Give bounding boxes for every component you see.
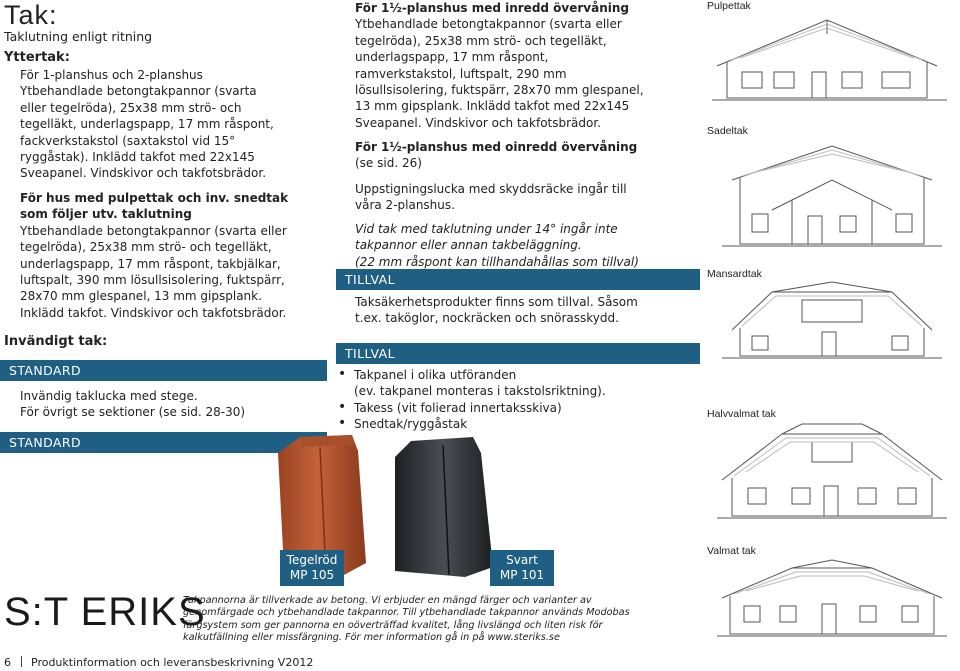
half-line: tegelröda), 25x38 mm strö- och tegelläkt, xyxy=(355,33,607,48)
roof-label-pulpettak: Pulpettak xyxy=(707,0,751,12)
plan-line: tegelläkt, underlagspapp, 17 mm råspont, xyxy=(20,117,274,132)
yttertak-heading: Yttertak: xyxy=(4,50,70,65)
tile-name: Svart xyxy=(506,553,538,567)
italic-line: Vid tak med taklutning under 14° ingår inte xyxy=(355,222,618,236)
tile-label-red xyxy=(280,550,344,586)
roof-label-halvvalmat: Halvvalmat tak xyxy=(707,408,776,420)
house-icon xyxy=(712,14,952,102)
pulpet-line: 28x70 mm glespanel, 13 mm gipsplank. xyxy=(20,289,262,304)
italic-note xyxy=(355,221,685,270)
tile-black-icon xyxy=(385,435,500,578)
house-halvvalmat-drawing xyxy=(712,420,952,520)
half-line: Ytbehandlade betongtakpannor (svarta eller xyxy=(355,17,622,32)
standard-badge: STANDARD xyxy=(0,432,327,453)
footer-divider xyxy=(21,656,22,667)
pulpet-line: Ytbehandlade betongtakpannor (svarta eller xyxy=(20,223,287,238)
house-pulpettak-drawing xyxy=(712,14,952,102)
plan-section xyxy=(20,67,320,182)
half-line: underlagspapp, 17 mm råspont, xyxy=(355,50,549,65)
safety-line: Taksäkerhetsprodukter finns som tillval. Såsom xyxy=(355,295,638,309)
half2-line: (se sid. 26) xyxy=(355,156,422,171)
invandigt-line: För övrigt se sektioner (se sid. 28-30) xyxy=(20,405,246,420)
invandigt-line: Invändig taklucka med stege. xyxy=(20,389,198,403)
standard-badge: STANDARD xyxy=(0,360,327,381)
house-icon xyxy=(712,280,952,360)
pulpet-heading: som följer utv. taklutning xyxy=(20,207,192,222)
page-footer-title: Produktinformation och leveransbeskrivning V2012 xyxy=(31,656,314,669)
pulpet-line: Inklädd takfot. Vindskivor och takfotsbrädor. xyxy=(20,305,287,320)
invandigt-section xyxy=(20,388,320,421)
ladder-section xyxy=(355,181,685,214)
safety-section xyxy=(355,294,685,327)
ladder-line: våra 2-planshus. xyxy=(355,198,455,213)
tillval-badge: TILLVAL xyxy=(336,269,700,290)
half-line: lösullsisolering, fuktspärr, 28x70 mm glespanel, xyxy=(355,83,644,98)
house-sadeltak-drawing xyxy=(712,140,952,250)
tile-name: Tegelröd xyxy=(286,553,338,567)
list-item: • Takess (vit folierad innertaksskiva) xyxy=(354,400,677,416)
italic-line: takpannor eller annan takbeläggning. xyxy=(355,238,582,253)
tillval-badge: TILLVAL xyxy=(336,343,700,364)
half2-heading: För 1½-planshus med oinredd övervåning xyxy=(355,140,638,154)
page-number: 6 xyxy=(4,656,11,669)
roof-label-valmat: Valmat tak xyxy=(707,545,756,557)
tile-black-image xyxy=(385,435,500,578)
house-icon xyxy=(712,558,952,638)
half-line: Sveapanel. Vindskivor och takfotsbrädor. xyxy=(355,115,602,130)
page-subtitle: Taklutning enligt ritning xyxy=(4,29,153,44)
half-heading: För 1½-planshus med inredd övervåning xyxy=(355,1,630,15)
pulpet-section xyxy=(20,190,335,321)
safety-line: t.ex. taköglor, nockräcken och snörasskydd. xyxy=(355,311,619,326)
house-icon xyxy=(712,420,952,520)
roof-label-mansardtak: Mansardtak xyxy=(707,268,762,280)
plan-line: Sveapanel. Vindskivor och takfotsbrädor. xyxy=(20,166,267,181)
half-section xyxy=(355,0,685,131)
invandigt-heading: Invändigt tak: xyxy=(4,334,108,349)
list-item: • Takpanel i olika utföranden xyxy=(354,367,677,383)
half2-section xyxy=(355,139,685,172)
tile-code: MP 101 xyxy=(499,568,545,582)
plan-line: Ytbehandlade betongtakpannor (svarta xyxy=(20,84,257,99)
half-line: ramverkstakstol, luftspalt, 290 mm xyxy=(355,66,567,81)
footer-line: Takpannorna är tillverkade av betong. Vi erbjuder en mängd färger och varianter av xyxy=(183,595,592,606)
pulpet-line: underlagspapp, 17 mm råspont, takbjälkar, xyxy=(20,256,281,271)
pulpet-heading: För hus med pulpettak och inv. snedtak xyxy=(20,191,289,205)
list-item: • Snedtak/ryggåstak xyxy=(354,416,677,432)
footer-line: färgsystem som ger pannorna en oöverträffad kvalitet, lång livslängd och liten risk för xyxy=(183,619,603,631)
page-title: Tak: xyxy=(4,0,58,30)
footer-line: genomfärgade och ytbehandlade takpannor. Till ytbehandlade takpannor används Modobas xyxy=(183,607,630,619)
page-footer xyxy=(4,656,313,669)
tillval-note: (ev. takpanel monteras i takstolsriktning). xyxy=(354,384,606,399)
half-line: 13 mm gipsplank. Inklädd takfot med 22x145 xyxy=(355,99,630,114)
tile-code: MP 105 xyxy=(289,568,335,582)
plan-line: eller tegelröda), 25x38 mm strö- och xyxy=(20,100,242,115)
plan-line: fackverkstakstol (saxtakstol vid 15° xyxy=(20,133,236,148)
pulpet-line: tegelröda), 25x38 mm strö- och tegelläkt, xyxy=(20,240,272,255)
italic-line: (22 mm råspont kan tillhandahållas som tillval) xyxy=(355,254,639,269)
ladder-line: Uppstigningslucka med skyddsräcke ingår till xyxy=(355,182,627,196)
steriks-logo: S:T ERIKS xyxy=(4,590,206,634)
tillval-list xyxy=(337,367,677,433)
footer-line: kalkutfällning eller missfärgning. För mer information gå in på www.steriks.se xyxy=(183,632,560,644)
roof-label-sadeltak: Sadeltak xyxy=(707,125,748,137)
house-icon xyxy=(712,140,952,250)
pulpet-line: luftspalt, 390 mm lösullsisolering, fuktspärr, xyxy=(20,273,285,288)
footer-note xyxy=(183,595,653,645)
tile-label-black xyxy=(490,550,554,586)
house-mansardtak-drawing xyxy=(712,280,952,360)
house-valmat-drawing xyxy=(712,558,952,638)
plan-line: ryggåstak). Inklädd takfot med 22x145 xyxy=(20,150,255,165)
plan-heading: För 1-planshus och 2-planshus xyxy=(20,68,203,82)
